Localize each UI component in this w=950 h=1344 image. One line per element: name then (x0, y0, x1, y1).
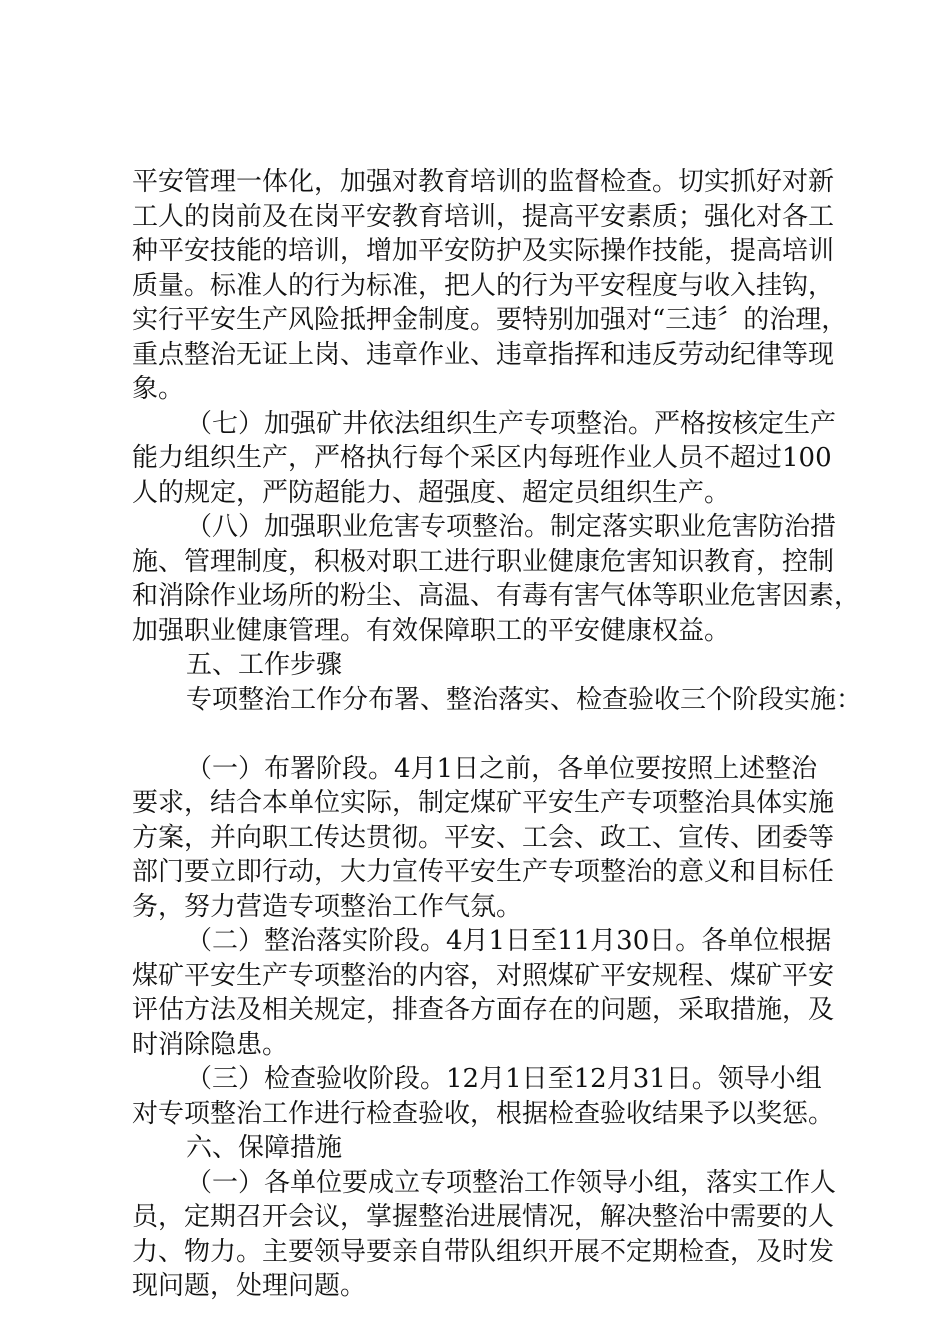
paragraph-heading-line: （八）加强职业危害专项整治。制定落实职业危害防治措 (186, 512, 837, 542)
text-line: 煤矿平安生产专项整治的内容，对照煤矿平安规程、煤矿平安 (132, 960, 835, 991)
section-heading: 五、工作步骤 (186, 650, 343, 680)
text-line: 评估方法及相关规定，排查各方面存在的问题，采取措施，及 (132, 995, 835, 1025)
text-line: 方案，并向职工传达贯彻。平安、工会、政工、宣传、团委等 (132, 822, 835, 853)
paragraph-heading-line: （二）整治落实阶段。4月1日至11月30日。各单位根据 (186, 926, 832, 956)
text-line: 人的规定，严防超能力、超强度、超定员组织生产。 (132, 477, 731, 508)
text-line: 和消除作业场所的粉尘、高温、有毒有害气体等职业危害因素， (132, 581, 861, 611)
paragraph-heading-line: （三）检查验收阶段。12月1日至12月31日。领导小组 (186, 1064, 822, 1094)
text-line: 工人的岗前及在岗平安教育培训，提高平安素质；强化对各工 (132, 201, 835, 232)
text-line: 力、物力。主要领导要亲自带队组织开展不定期检查，及时发 (132, 1236, 835, 1267)
text-line: 实行平安生产风险抵押金制度。要特别加强对“三违〞的治理， (132, 305, 848, 335)
text-line: 务，努力营造专项整治工作气氛。 (132, 891, 523, 922)
paragraph-heading-line: 专项整治工作分布署、整治落实、检查验收三个阶段实施： (186, 684, 863, 715)
text-line: 重点整治无证上岗、违章作业、违章指挥和违反劳动纪律等现 (132, 339, 835, 370)
text-line: 对专项整治工作进行检查验收，根据检查验收结果予以奖惩。 (132, 1098, 835, 1129)
text-line: 要求，结合本单位实际，制定煤矿平安生产专项整治具体实施 (132, 788, 835, 818)
text-line: 员，定期召开会议，掌握整治进展情况，解决整治中需要的人 (132, 1202, 835, 1232)
paragraph-heading-line: （七）加强矿井依法组织生产专项整治。严格按核定生产 (186, 408, 837, 439)
text-line: 施、管理制度，积极对职工进行职业健康危害知识教育，控制 (132, 546, 835, 577)
paragraph-heading-line: （一）各单位要成立专项整治工作领导小组，落实工作人 (186, 1167, 837, 1198)
text-line: 加强职业健康管理。有效保障职工的平安健康权益。 (132, 615, 731, 646)
text-line: 能力组织生产，严格执行每个采区内每班作业人员不超过100 (132, 443, 832, 473)
text-line: 种平安技能的培训，增加平安防护及实际操作技能，提高培训 (132, 236, 835, 266)
section-heading: 六、保障措施 (186, 1133, 343, 1163)
text-line: 时消除隐患。 (132, 1029, 289, 1060)
paragraph-heading-line: （一）布署阶段。4月1日之前，各单位要按照上述整治 (186, 753, 818, 784)
text-line: 部门要立即行动，大力宣传平安生产专项整治的意义和目标任 (132, 857, 835, 887)
blank-line (132, 717, 832, 752)
document-body (132, 165, 863, 1304)
text-line: 现问题，处理问题。 (132, 1271, 367, 1301)
text-line: 质量。标准人的行为标准，把人的行为平安程度与收入挂钩， (132, 270, 835, 301)
text-line: 象。 (132, 374, 185, 404)
text-line: 平安管理一体化，加强对教育培训的监督检查。切实抓好对新 (132, 167, 835, 197)
